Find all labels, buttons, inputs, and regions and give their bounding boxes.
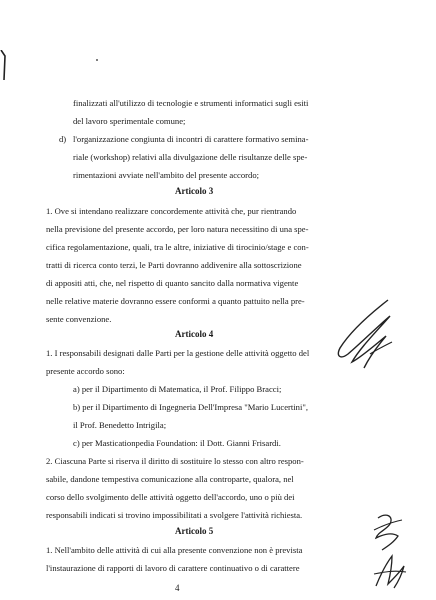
text-line: responsabili indicati si trovino impossibilitati a svolgere l'attività richiesta. xyxy=(46,510,303,520)
text-line: presente accordo sono: xyxy=(46,366,125,376)
text-line: sente convenzione. xyxy=(46,314,112,324)
list-marker-d: d) xyxy=(59,134,67,144)
text-line: sabile, dandone tempestiva comunicazione alla controparte, qualora, nel xyxy=(46,474,294,484)
page-number: 4 xyxy=(175,583,180,593)
scan-edge-mark xyxy=(0,50,8,80)
text-line: l'instaurazione di rapporti di lavoro di carattere continuativo o di carattere xyxy=(46,563,300,573)
signature-initials-3 xyxy=(370,550,410,594)
text-line: tratti di ricerca conto terzi, le Parti dovranno addivenire alla sottoscrizione xyxy=(46,260,302,270)
text-line: corso dello svolgimento delle attività oggetto dell'accordo, uno o più dei xyxy=(46,492,295,502)
list-item-c: c) per Masticationpedia Foundation: il Dott. Gianni Frisardi. xyxy=(73,438,281,448)
list-item-a: a) per il Dipartimento di Matematica, il Prof. Filippo Bracci; xyxy=(73,384,282,394)
heading-articolo-5: Articolo 5 xyxy=(175,526,214,536)
text-line: nella previsione del presente accordo, per loro natura necessitino di una spe- xyxy=(46,224,309,234)
text-line: 2. Ciascuna Parte si riserva il diritto di sostituire lo stesso con altro respon- xyxy=(46,456,304,466)
text-line: il Prof. Benedetto Intrigila; xyxy=(73,420,167,430)
signature-initials-1 xyxy=(330,296,400,372)
text-line: del lavoro sperimentale comune; xyxy=(73,116,186,126)
text-line: nelle relative materie dovranno essere conformi a quanto pattuito nella pre- xyxy=(46,296,305,306)
text-line: riale (workshop) relativi alla divulgazione delle risultanze delle spe- xyxy=(73,152,308,162)
scan-dot xyxy=(96,59,98,61)
text-line: di appositi atti, che, nel rispetto di quanto sancito dalla normativa vigente xyxy=(46,278,299,288)
text-line: 1. Ove si intendano realizzare concordemente attività che, pur rientrando xyxy=(46,206,297,216)
text-line: cifica regolamentazione, quali, tra le altre, iniziative di tirocinio/stage e con- xyxy=(46,242,309,252)
text-line: finalizzati all'utilizzo di tecnologie e strumenti informatici sugli esiti xyxy=(73,98,309,108)
heading-articolo-3: Articolo 3 xyxy=(175,186,214,196)
text-line: l'organizzazione congiunta di incontri di carattere formativo semina- xyxy=(73,134,309,144)
list-item-b: b) per il Dipartimento di Ingegneria Dell'Impresa "Mario Lucertini", xyxy=(73,402,309,412)
heading-articolo-4: Articolo 4 xyxy=(175,329,214,339)
text-line: 1. Nell'ambito delle attività di cui alla presente convenzione non è prevista xyxy=(46,545,303,555)
text-line: rimentazioni avviate nell'ambito del presente accordo; xyxy=(73,170,259,180)
text-line: 1. I responsabili designati dalle Parti per la gestione delle attività oggetto del xyxy=(46,348,310,358)
